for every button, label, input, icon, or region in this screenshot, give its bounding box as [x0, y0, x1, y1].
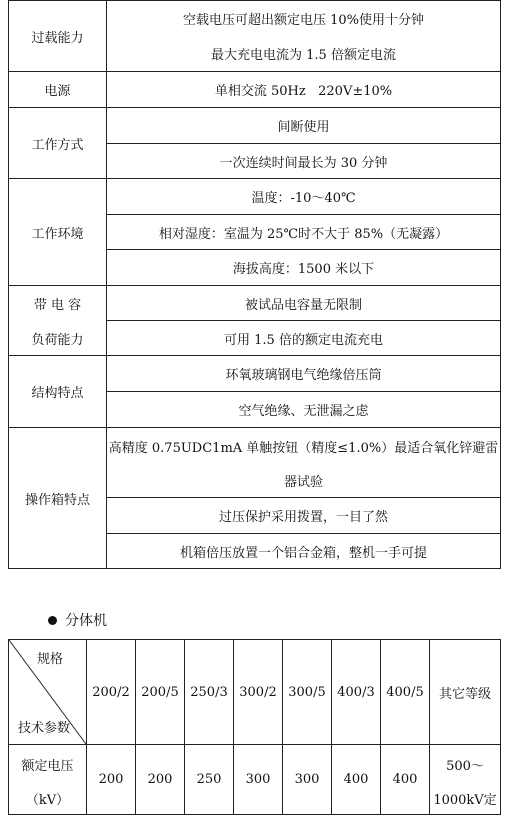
row-label-capacitive-load-line2: 负荷能力	[31, 332, 84, 348]
work-mode-value-2: 一次连续时间最长为 30 分钟	[219, 155, 388, 171]
rated-voltage-value: 300	[294, 772, 320, 787]
bullet-icon	[48, 616, 57, 625]
rated-voltage-value: 250	[196, 772, 222, 787]
row-label-power: 电源	[44, 84, 71, 99]
rated-voltage-value: 300	[245, 772, 271, 787]
column-header-other: 其它等级	[438, 686, 491, 702]
row-label-structure: 结构特点	[31, 386, 84, 401]
section-heading	[48, 610, 107, 630]
row-label-work-mode: 工作方式	[31, 137, 84, 153]
corner-header-params: 技术参数	[17, 720, 70, 736]
column-header: 200/5	[141, 684, 179, 700]
rated-voltage-other-line1: 500～	[446, 758, 484, 774]
row-label-unit: （kV）	[25, 792, 70, 808]
control-box-value-1-line1: 高精度 0.75UDC1mA 单触按钮（精度≤1.0%）最适合氧化锌避雷	[108, 440, 499, 456]
work-mode-value-1: 间断使用	[277, 120, 330, 135]
column-header: 300/5	[288, 684, 326, 700]
rated-voltage-value: 400	[343, 772, 369, 787]
environment-altitude: 海拔高度：1500 米以下	[232, 262, 375, 277]
control-box-value-1-line2: 器试验	[283, 474, 323, 490]
corner-header-spec: 规格	[36, 651, 63, 667]
row-label-overload: 过载能力	[31, 30, 84, 46]
column-header: 300/2	[239, 684, 277, 700]
rated-voltage-value: 400	[392, 772, 418, 787]
column-header: 400/3	[337, 684, 375, 700]
overload-value-1: 空载电压可超出额定电压 10%使用十分钟	[182, 13, 425, 28]
row-label-capacitive-load-line1: 带 电 容	[33, 298, 82, 313]
row-label-control-box: 操作箱特点	[24, 492, 90, 508]
rated-voltage-value: 200	[147, 772, 173, 787]
column-header: 250/3	[190, 684, 228, 700]
environment-temperature: 温度：-10～40℃	[251, 191, 356, 206]
column-header: 200/2	[92, 684, 130, 700]
power-value: 单相交流 50Hz 220V±10%	[214, 84, 393, 99]
row-label-environment: 工作环境	[31, 226, 84, 242]
environment-humidity: 相对湿度：室温为 25℃时不大于 85%（无凝露）	[158, 226, 449, 242]
section-heading-text: 分体机	[65, 613, 107, 629]
control-box-value-3: 机箱倍压放置一个铝合金箱，整机一手可提	[179, 545, 427, 561]
structure-value-2: 空气绝缘、无泄漏之虑	[238, 404, 369, 419]
column-header: 400/5	[386, 684, 424, 700]
capacitive-load-value-2: 可用 1.5 倍的额定电流充电	[224, 332, 383, 348]
capacitive-load-value-1: 被试品电容量无限制	[244, 297, 362, 313]
row-label-rated-voltage: 额定电压	[21, 758, 74, 774]
overload-value-2: 最大充电电流为 1.5 倍额定电流	[211, 48, 396, 63]
rated-voltage-other-line2: 1000kV定	[433, 792, 497, 808]
structure-value-1: 环氧玻璃钢电气绝缘倍压筒	[225, 368, 382, 383]
control-box-value-2: 过压保护采用拨置，一目了然	[218, 510, 388, 525]
rated-voltage-value: 200	[98, 772, 124, 787]
